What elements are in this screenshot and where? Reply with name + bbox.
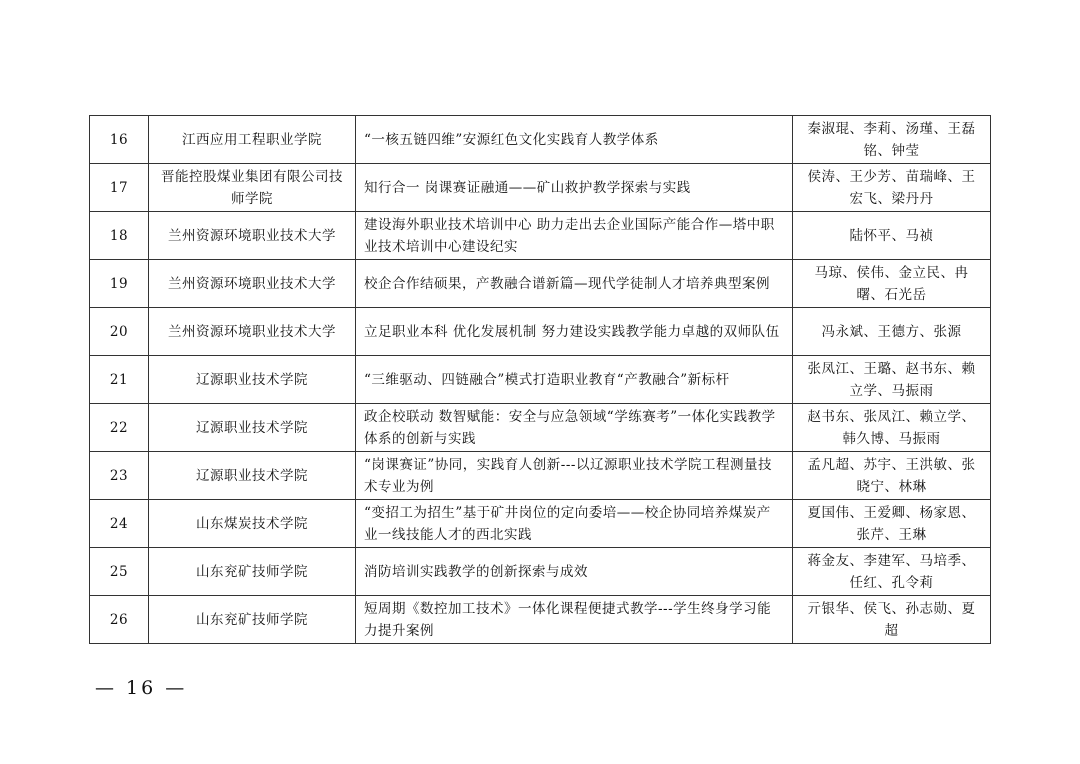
unit-name: 山东煤炭技术学院 [149, 500, 356, 548]
row-number: 19 [90, 260, 149, 308]
unit-name: 山东兖矿技师学院 [149, 596, 356, 644]
unit-name: 辽源职业技术学院 [149, 356, 356, 404]
row-number: 26 [90, 596, 149, 644]
unit-name: 兰州资源环境职业技术大学 [149, 260, 356, 308]
case-title: 校企合作结硕果，产教融合谱新篇—现代学徒制人才培养典型案例 [356, 260, 793, 308]
case-title: “变招工为招生”基于矿井岗位的定向委培——校企协同培养煤炭产业一线技能人才的西北实践 [356, 500, 793, 548]
case-title: “岗课赛证”协同，实践育人创新---以辽源职业技术学院工程测量技术专业为例 [356, 452, 793, 500]
row-number: 23 [90, 452, 149, 500]
row-number: 22 [90, 404, 149, 452]
case-title: “一核五链四维”安源红色文化实践育人教学体系 [356, 116, 793, 164]
table-row [90, 500, 991, 548]
team-members: 亓银华、侯飞、孙志勋、夏超 [793, 596, 991, 644]
unit-name: 辽源职业技术学院 [149, 404, 356, 452]
table-row [90, 164, 991, 212]
table-row [90, 356, 991, 404]
unit-name: 山东兖矿技师学院 [149, 548, 356, 596]
case-title: 政企校联动 数智赋能：安全与应急领域“学练赛考”一体化实践教学体系的创新与实践 [356, 404, 793, 452]
unit-name: 兰州资源环境职业技术大学 [149, 308, 356, 356]
case-title: 消防培训实践教学的创新探索与成效 [356, 548, 793, 596]
row-number: 21 [90, 356, 149, 404]
row-number: 17 [90, 164, 149, 212]
unit-name: 辽源职业技术学院 [149, 452, 356, 500]
awards-table [89, 115, 991, 644]
unit-name: 兰州资源环境职业技术大学 [149, 212, 356, 260]
table-row [90, 260, 991, 308]
table-row [90, 116, 991, 164]
row-number: 20 [90, 308, 149, 356]
table-row [90, 452, 991, 500]
case-title: 立足职业本科 优化发展机制 努力建设实践教学能力卓越的双师队伍 [356, 308, 793, 356]
case-title: 建设海外职业技术培训中心 助力走出去企业国际产能合作—塔中职业技术培训中心建设纪实 [356, 212, 793, 260]
table-row [90, 212, 991, 260]
team-members: 秦淑琨、李莉、汤瑾、王磊铭、钟莹 [793, 116, 991, 164]
page-number: — 16 — [95, 677, 188, 699]
row-number: 24 [90, 500, 149, 548]
table-row [90, 308, 991, 356]
case-title: 知行合一 岗课赛证融通——矿山救护教学探索与实践 [356, 164, 793, 212]
table-row [90, 404, 991, 452]
case-title: “三维驱动、四链融合”模式打造职业教育“产教融合”新标杆 [356, 356, 793, 404]
team-members: 陆怀平、马祯 [793, 212, 991, 260]
table-row [90, 596, 991, 644]
team-members: 夏国伟、王爱卿、杨家恩、张芹、王琳 [793, 500, 991, 548]
awards-table-body [90, 116, 991, 644]
row-number: 25 [90, 548, 149, 596]
unit-name: 江西应用工程职业学院 [149, 116, 356, 164]
table-row [90, 548, 991, 596]
team-members: 孟凡超、苏宇、王洪敏、张晓宁、林琳 [793, 452, 991, 500]
row-number: 18 [90, 212, 149, 260]
case-title: 短周期《数控加工技术》一体化课程便捷式教学---学生终身学习能力提升案例 [356, 596, 793, 644]
team-members: 冯永斌、王德方、张源 [793, 308, 991, 356]
team-members: 蒋金友、李建军、马培季、任红、孔令莉 [793, 548, 991, 596]
team-members: 侯涛、王少芳、苗瑞峰、王宏飞、梁丹丹 [793, 164, 991, 212]
row-number: 16 [90, 116, 149, 164]
unit-name: 晋能控股煤业集团有限公司技师学院 [149, 164, 356, 212]
team-members: 张凤江、王璐、赵书东、赖立学、马振雨 [793, 356, 991, 404]
team-members: 赵书东、张凤江、赖立学、韩久博、马振雨 [793, 404, 991, 452]
team-members: 马琼、侯伟、金立民、冉曙、石光岳 [793, 260, 991, 308]
